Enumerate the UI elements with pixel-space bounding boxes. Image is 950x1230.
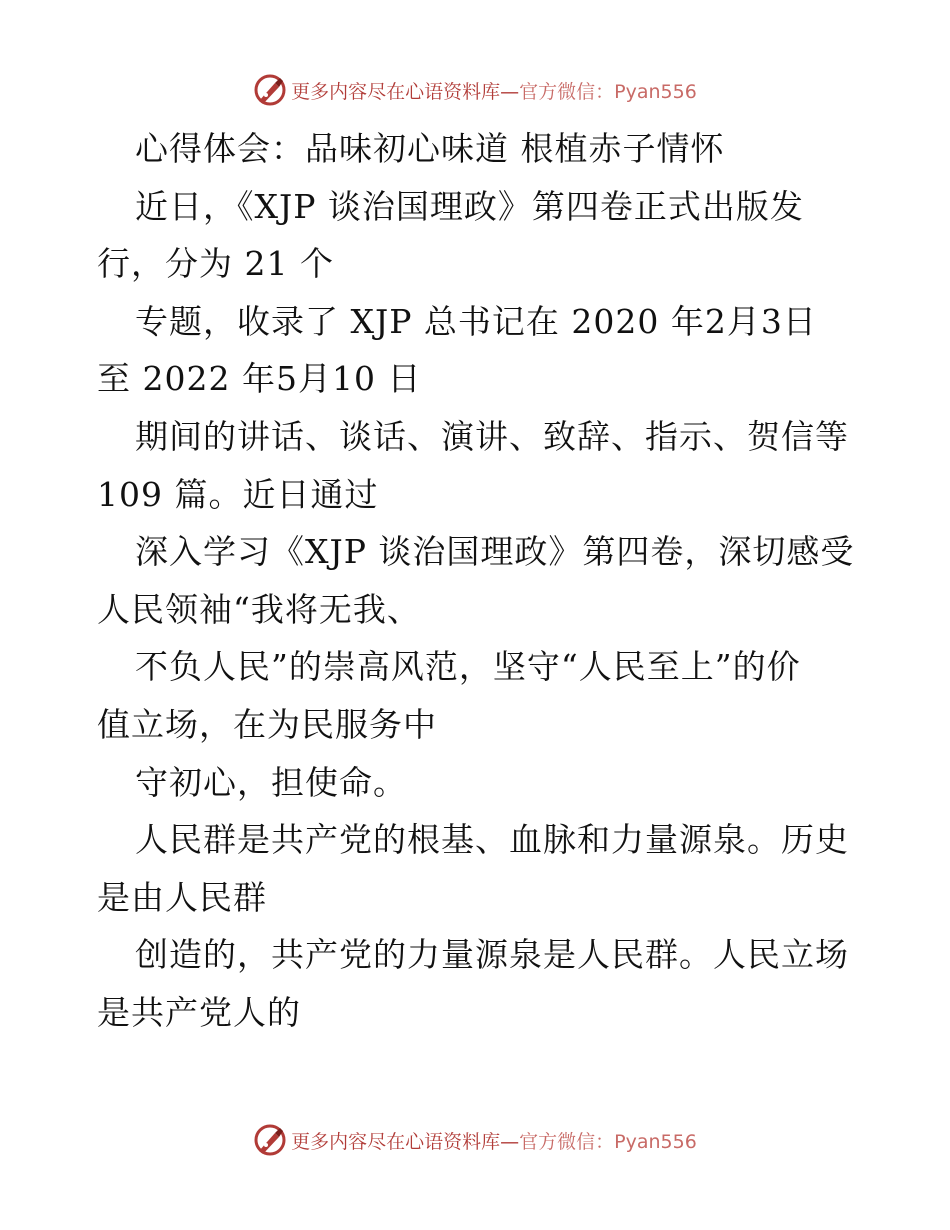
header-banner: [0, 70, 950, 110]
footer-banner-text: 更多内容尽在心语资料库—官方微信：Pyan556: [291, 1130, 697, 1153]
paragraph-line: 人民群是共产党的根基、血脉和力量源泉。历史: [135, 820, 849, 860]
pen-logo-icon: [253, 73, 287, 107]
paragraph-line: 值立场，在为民服务中: [97, 704, 437, 744]
paragraph-line: 至 2022 年5月10 日: [97, 359, 422, 399]
paragraph-line: 期间的讲话、谈话、演讲、致辞、指示、贺信等: [135, 416, 849, 456]
pen-logo-icon: [253, 1123, 287, 1157]
paragraph-line: 创造的，共产党的力量源泉是人民群。人民立场: [135, 935, 849, 975]
header-banner-text: 更多内容尽在心语资料库—官方微信：Pyan556: [291, 80, 697, 103]
paragraph-line: 是由人民群: [97, 877, 267, 917]
paragraph-line: 守初心，担使命。: [135, 762, 407, 802]
paragraph-line: 专题，收录了 XJP 总书记在 2020 年2月3日: [135, 301, 817, 341]
paragraph-line: 人民领袖“我将无我、: [97, 589, 421, 629]
paragraph-line: 109 篇。近日通过: [97, 474, 379, 514]
paragraph-line: 深入学习《XJP 谈治国理政》第四卷，深切感受: [135, 532, 855, 572]
paragraph-line: 是共产党人的: [97, 992, 301, 1032]
document-body: [97, 120, 857, 1042]
paragraph-line: 行，分为 21 个: [97, 244, 334, 284]
footer-banner: [0, 1120, 950, 1160]
document-title: 心得体会：品味初心味道 根植赤子情怀: [135, 129, 725, 168]
paragraph-line: 不负人民”的崇高风范，坚守“人民至上”的价: [135, 647, 801, 687]
paragraph-line: 近日，《XJP 谈治国理政》第四卷正式出版发: [135, 186, 804, 226]
